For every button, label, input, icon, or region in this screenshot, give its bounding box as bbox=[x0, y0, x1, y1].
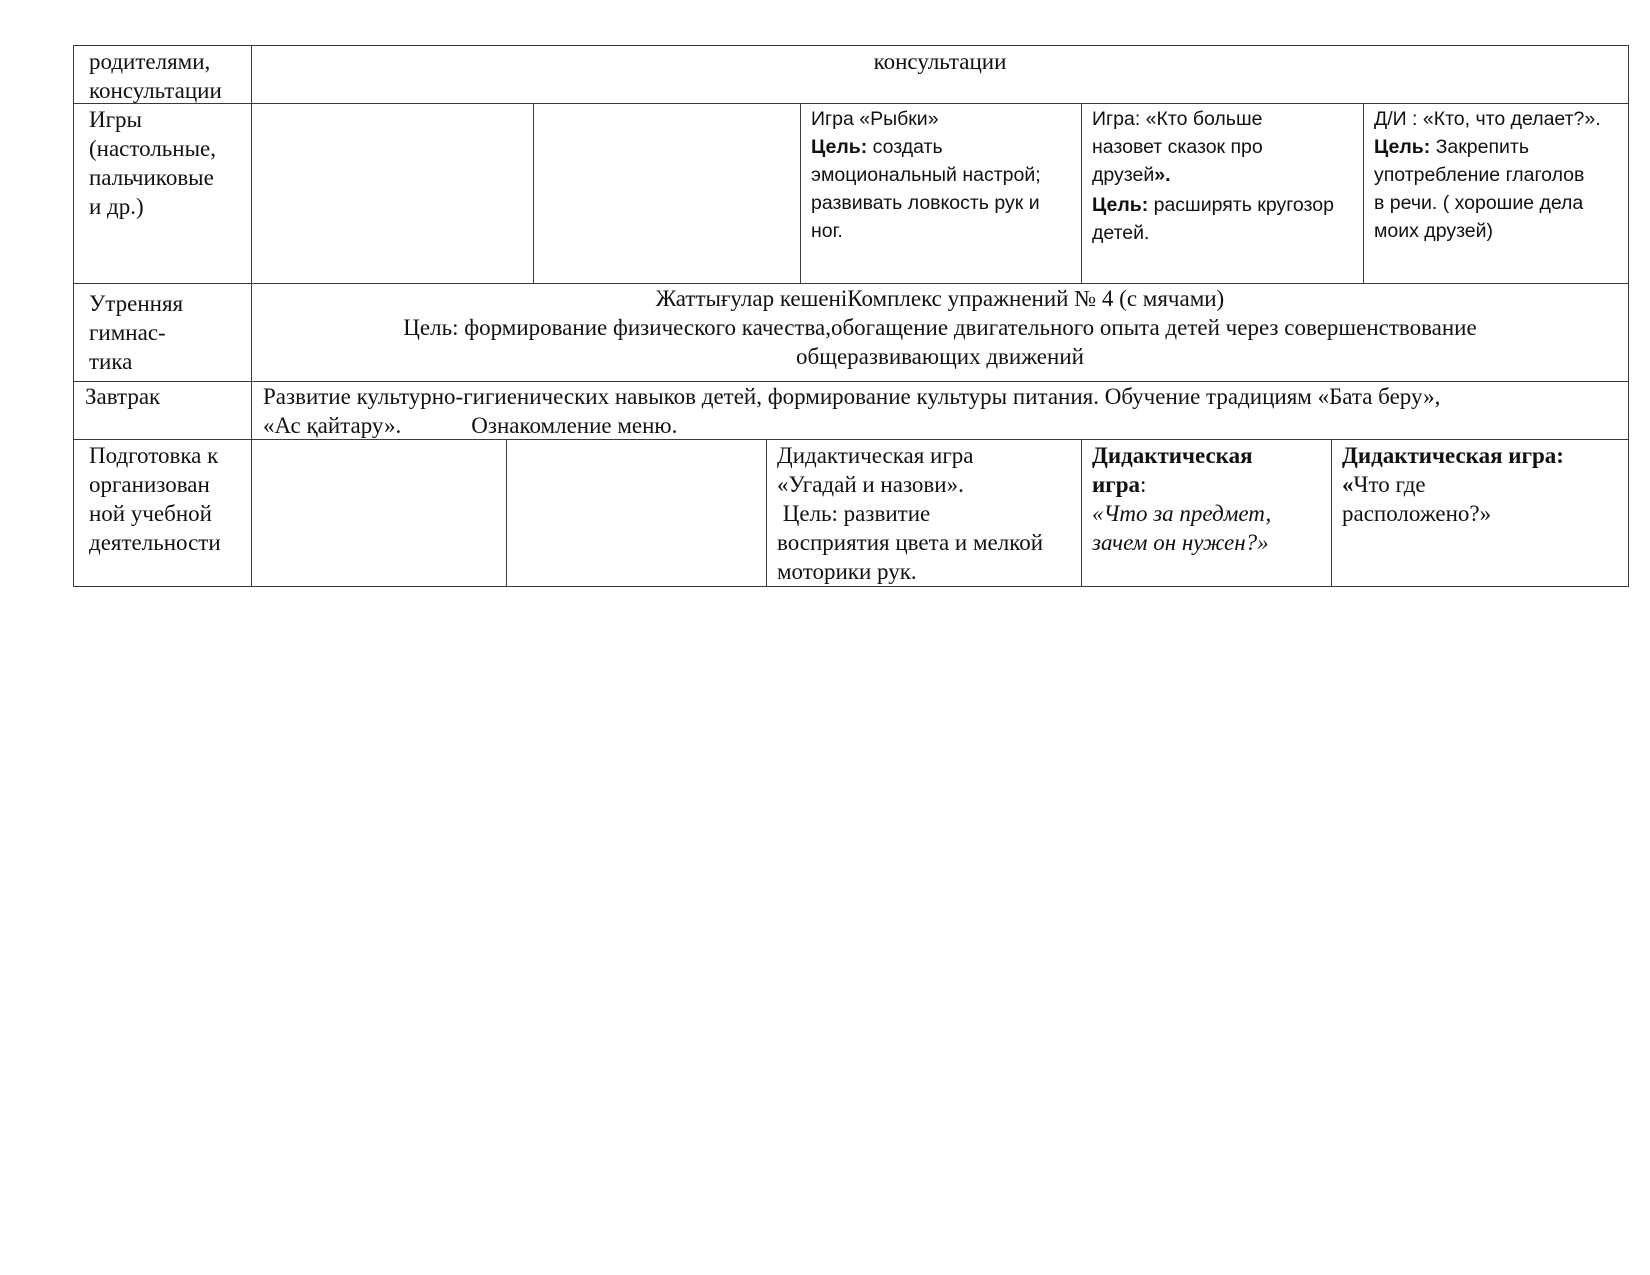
label-line: пальчиковые bbox=[89, 165, 214, 190]
prep-guess-cell bbox=[777, 441, 1080, 586]
game-title: Игра «Рыбки» bbox=[811, 108, 939, 130]
grid-line bbox=[73, 45, 74, 587]
row-breakfast-content bbox=[263, 382, 1623, 440]
goal-text: расширять кругозор bbox=[1148, 194, 1334, 216]
label-line: Завтрак bbox=[85, 384, 161, 409]
content-line: Дидактическая bbox=[1092, 443, 1253, 468]
label-line: организован bbox=[89, 472, 210, 497]
grid-line bbox=[1081, 103, 1082, 284]
goal-line: ног. bbox=[811, 220, 843, 242]
content-line: «Что за предмет, bbox=[1092, 501, 1272, 526]
goal-text: создать bbox=[867, 136, 943, 158]
label-line: гимнас- bbox=[89, 320, 166, 345]
grid-line bbox=[1363, 103, 1364, 284]
goal-line bbox=[1092, 191, 1362, 219]
goal-label: Цель: bbox=[1092, 194, 1149, 216]
content-line: Цель: развитие bbox=[777, 501, 931, 526]
label-line: и др.) bbox=[89, 194, 144, 219]
content-line bbox=[1342, 470, 1628, 499]
goal-line bbox=[1374, 133, 1628, 161]
content-line: моторики рук. bbox=[777, 559, 917, 584]
label-line: консультации bbox=[89, 78, 222, 103]
label-line: тика bbox=[89, 349, 133, 374]
content-line: восприятия цвета и мелкой bbox=[777, 530, 1044, 555]
goal-line: детей. bbox=[1092, 222, 1150, 244]
content-line: консультации bbox=[873, 49, 1007, 74]
content-line bbox=[263, 411, 1623, 440]
grid-line bbox=[1081, 439, 1082, 587]
goal-label: Цель: bbox=[811, 136, 868, 158]
content-line: общеразвивающих движений bbox=[796, 344, 1084, 369]
grid-line bbox=[506, 439, 507, 587]
goal-text: Закрепить bbox=[1430, 136, 1530, 158]
content-line: «Угадай и назови». bbox=[777, 472, 964, 497]
grid-line bbox=[800, 103, 801, 284]
row-parents-content bbox=[252, 47, 1628, 76]
label-line: деятельности bbox=[89, 530, 221, 555]
game-title bbox=[1092, 161, 1362, 189]
schedule-table bbox=[73, 45, 1629, 587]
content-text: « bbox=[1342, 472, 1354, 497]
goal-line: развивать ловкость рук и bbox=[811, 192, 1040, 214]
content-text: Что где bbox=[1353, 472, 1426, 497]
games-who-does-cell bbox=[1374, 105, 1628, 245]
content-line: Развитие культурно-гигиенических навыков детей, формирование культуры питания. Обучение традициям «Бата беру», bbox=[263, 384, 1441, 409]
games-tales-cell bbox=[1092, 105, 1362, 247]
goal-line bbox=[811, 133, 1079, 161]
goal-line: эмоциональный настрой; bbox=[811, 164, 1041, 186]
row-breakfast-label bbox=[85, 382, 245, 411]
goal-line: в речи. ( хорошие дела bbox=[1374, 192, 1584, 214]
content-line bbox=[1092, 470, 1330, 499]
row-prep-label bbox=[89, 441, 249, 557]
games-fish-cell bbox=[811, 105, 1079, 245]
prep-object-cell bbox=[1092, 441, 1330, 557]
grid-line bbox=[766, 439, 767, 587]
grid-line bbox=[1331, 439, 1332, 587]
label-line: Подготовка к bbox=[89, 443, 219, 468]
game-title-end: ». bbox=[1154, 164, 1171, 186]
content-line: Дидактическая игра bbox=[777, 443, 974, 468]
goal-label: Цель: bbox=[1374, 136, 1431, 158]
label-line: (настольные, bbox=[89, 136, 217, 161]
label-line: Игры bbox=[89, 107, 142, 132]
content-line: расположено?» bbox=[1342, 501, 1492, 526]
content-line: зачем он нужен?» bbox=[1092, 530, 1269, 555]
game-title: Д/И : «Кто, что делает?». bbox=[1374, 108, 1601, 130]
game-title-text: друзей bbox=[1092, 164, 1155, 186]
label-line: родителями, bbox=[89, 49, 211, 74]
content-text: : bbox=[1140, 472, 1147, 497]
content-text: «Ас қайтару». bbox=[263, 413, 402, 438]
grid-line bbox=[73, 586, 1629, 587]
content-text: Ознакомление меню. bbox=[471, 413, 678, 438]
content-text: игра bbox=[1092, 472, 1140, 497]
grid-line bbox=[1628, 45, 1629, 587]
grid-line bbox=[73, 45, 1629, 46]
grid-line bbox=[73, 103, 1629, 104]
row-parents-label bbox=[89, 47, 249, 105]
prep-where-cell bbox=[1342, 441, 1628, 528]
content-line: Цель: формирование физического качества,обогащение двигательного опыта детей через совершенствование bbox=[403, 315, 1477, 340]
row-games-label bbox=[89, 105, 249, 221]
game-title: Игра: «Кто больше bbox=[1092, 108, 1263, 130]
content-line: Дидактическая игра: bbox=[1342, 443, 1564, 468]
content-line: Жаттығулар кешеніКомплекс упражнений № 4 (с мячами) bbox=[655, 286, 1225, 311]
label-line: Утренняя bbox=[89, 291, 184, 316]
label-line: ной учебной bbox=[89, 501, 212, 526]
goal-line: моих друзей) bbox=[1374, 220, 1494, 242]
row-gym-label bbox=[89, 289, 249, 376]
goal-line: употребление глаголов bbox=[1374, 164, 1585, 186]
row-gym-content bbox=[252, 284, 1628, 371]
game-title: назовет сказок про bbox=[1092, 136, 1263, 158]
grid-line bbox=[533, 103, 534, 284]
